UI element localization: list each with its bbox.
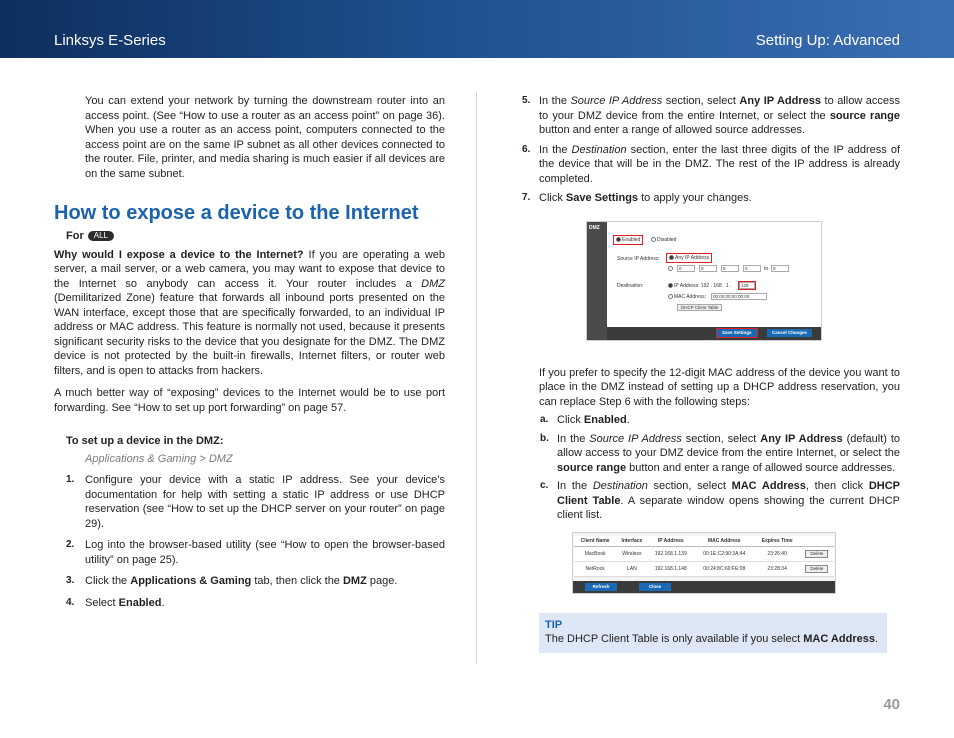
col-ip-address: IP Address — [648, 536, 694, 547]
range-end-field[interactable]: 0 — [771, 265, 789, 272]
dhcp-client-table-screenshot — [572, 532, 836, 594]
mac-intro-paragraph: If you prefer to specify the 12-digit MAC address of the device you want to place in the DMZ instead of setting up a DHCP address reservation, you can replace Step 6 with the following steps: — [539, 366, 900, 408]
cancel-changes-button[interactable]: Cancel Changes — [767, 329, 812, 337]
tip-box — [539, 613, 887, 653]
refresh-button[interactable]: Refresh — [585, 583, 617, 591]
why-question: Why would I expose a device to the Internet? — [54, 248, 304, 261]
to-label: to — [764, 266, 769, 272]
tip-title: TIP — [545, 619, 563, 631]
table-header-row — [574, 536, 834, 547]
section-title: How to expose a device to the Internet — [54, 202, 419, 224]
range-field-1[interactable]: 0 — [677, 265, 695, 272]
close-button[interactable]: Close — [639, 583, 671, 591]
header-product-name: Linksys E-Series — [54, 32, 166, 49]
source-ip-label: Source IP Address: — [617, 256, 660, 262]
disabled-radio[interactable]: Disabled — [651, 237, 676, 243]
dmz-sidebar — [587, 222, 607, 340]
col-client-name: Client Name — [574, 536, 616, 547]
header-section-title: Setting Up: Advanced — [755, 32, 900, 49]
intro-paragraph: You can extend your network by turning the downstream router into an access point. (See “How to use a router as an access point” on page 36). When you use a router as an access point, computers connected to the access point are on the same IP subnet as all other devices connected to the router. File, printer, and media sharing is much easier if all devices are on the same subnet. — [85, 95, 445, 180]
enabled-radio[interactable]: Enabled — [614, 236, 642, 244]
save-settings-button[interactable]: Save Settings — [717, 329, 757, 337]
step-7: 7. Click Save Settings to apply your changes. — [522, 192, 752, 204]
step-1: 1. Configure your device with a static IP address. See your device’s documentation for help with setting a static IP address or use DHCP reservation (see “How to set up the DHCP server on your router” on page 29). — [66, 474, 445, 530]
substep-b: b. In the Source IP Address section, select Any IP Address (default) to allow access to your DMZ device from the entire Internet, or select the source range button and enter a range of allowed source addresses. — [540, 432, 901, 474]
col-mac-address: MAC Address — [694, 536, 755, 547]
dmz-action-bar — [607, 327, 821, 340]
ip-last-octet-field[interactable]: 128 — [739, 282, 755, 289]
step-4: 4. Select Enabled. — [66, 596, 165, 609]
dhcp-client-table-button[interactable]: DHCP Client Table — [677, 304, 722, 311]
for-label: For — [66, 230, 84, 242]
page-header — [0, 0, 954, 58]
range-field-2[interactable]: 0 — [699, 265, 717, 272]
for-row — [54, 229, 445, 244]
why-paragraph: Why would I expose a device to the Internet? If you are operating a web server, a mail server, or a web camera, you may want to expose that device to the Internet so anybody can access it. Your router includes a DMZ (Demilitarized Zone) feature that forwards all inbound ports presented on the WAN interface, except those that are specifically forwarded, to an individual IP address or MAC address. This feature is normally not used, because it presents significant security risks to the device that you designate for the DMZ. The DMZ device is not protected by the built-in firewalls, Internet filters, or router web filters, and is open to attacks from hackers. — [54, 248, 445, 377]
mac-address-radio[interactable]: MAC Address: — [668, 294, 706, 300]
all-badge: ALL — [88, 231, 114, 241]
table-row: MacBook Wireless 192.168.1.139 00:1E:C2:90:3A:44 23:26:40 Delete — [574, 547, 834, 562]
tip-text: The DHCP Client Table is only available if you select MAC Address. — [545, 633, 879, 645]
left-column — [54, 94, 445, 610]
page-number: 40 — [883, 696, 900, 713]
step-6: 6. In the Destination section, enter the last three digits of the IP address of the device that will be in the DMZ. The rest of the IP address is already completed. — [522, 143, 901, 185]
range-field-4[interactable]: 0 — [743, 265, 761, 272]
step-5: 5. In the Source IP Address section, select Any IP Address to allow access to your DMZ device from the entire Internet, or select the source range button and enter a range of allowed source addresses. — [522, 95, 900, 136]
step-2: 2. Log into the browser-based utility (see “How to open the browser-based utility” on page 25). — [66, 539, 445, 566]
ip-address-radio[interactable]: IP Address: 192 . 168 . 1 . — [668, 283, 731, 289]
procedure-heading: To set up a device in the DMZ: — [66, 435, 224, 447]
menu-path: Applications & Gaming > DMZ — [85, 452, 233, 465]
dhcp-client-table — [574, 536, 834, 577]
col-interface: Interface — [616, 536, 647, 547]
step-3: 3. Click the Applications & Gaming tab, then click the DMZ page. — [66, 575, 398, 587]
dmz-settings-screenshot — [586, 221, 822, 341]
substep-c: c. In the Destination section, select MAC Address, then click DHCP Client Table. A separate window opens showing the current DHCP client list. — [540, 480, 900, 521]
delete-button[interactable]: Delete — [805, 550, 828, 558]
delete-button[interactable]: Delete — [805, 565, 828, 573]
dmz-side-label: DMZ — [589, 225, 600, 231]
table-row: NetRock LAN 192.168.1.148 00:24:8C:60:FE:08 23:28:34 Delete — [574, 562, 834, 577]
range-field-3[interactable]: 0 — [721, 265, 739, 272]
substep-a: a. Click Enabled. — [540, 414, 630, 426]
dhcp-action-bar — [573, 581, 835, 593]
col-action — [800, 536, 834, 547]
source-range-radio[interactable] — [668, 266, 674, 272]
mac-address-field[interactable]: 00:00:00:00:00:00 — [711, 293, 767, 300]
destination-label: Destination: — [617, 283, 644, 289]
port-forwarding-paragraph: A much better way of “exposing” devices to the Internet would be to use port forwarding. See “How to set up port forwarding” on page 57. — [54, 387, 445, 414]
any-ip-radio[interactable]: Any IP Address — [667, 254, 711, 262]
column-divider — [476, 92, 477, 664]
col-expires-time: Expires Time — [755, 536, 800, 547]
